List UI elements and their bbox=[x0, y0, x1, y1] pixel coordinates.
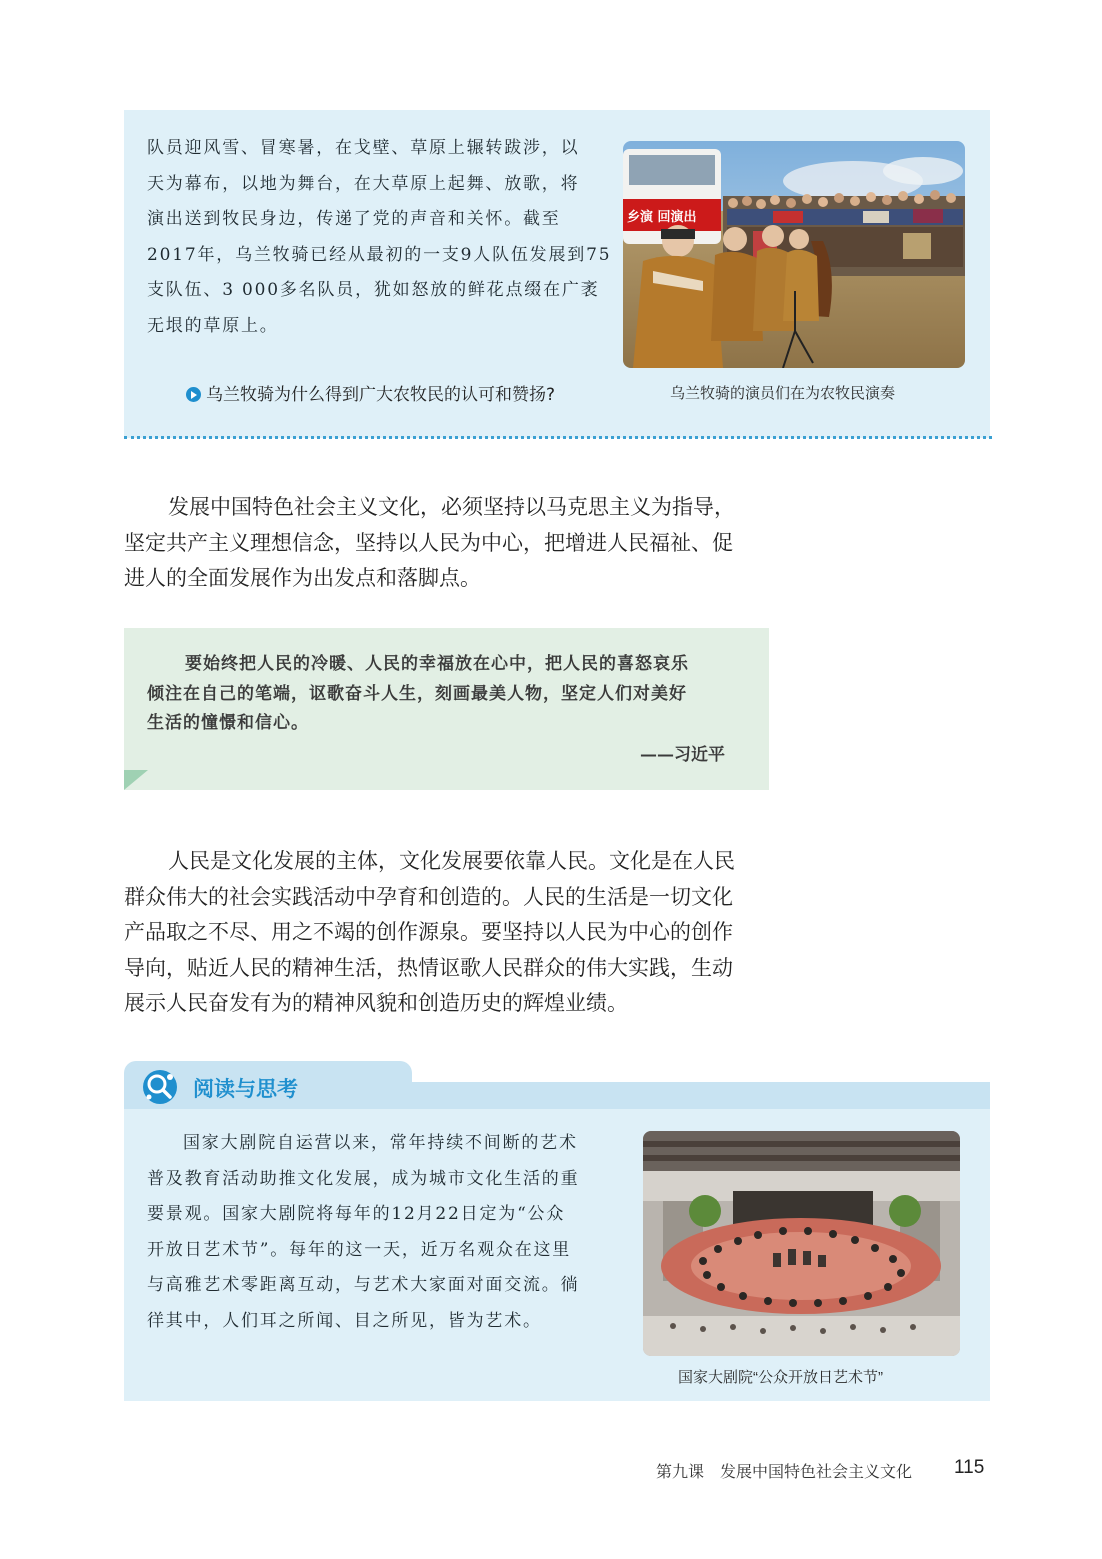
story-line: 演出送到牧民身边，传递了党的声音和关怀。截至 bbox=[147, 209, 561, 229]
reading-line: 与高雅艺术零距离互动，与艺术大家面对面交流。徜 bbox=[147, 1275, 580, 1295]
story-line: 队员迎风雪、冒寒暑，在戈壁、草原上辗转跋涉，以 bbox=[147, 138, 580, 158]
discussion-question bbox=[186, 380, 555, 405]
reading-line: 普及教育活动助推文化发展，成为城市文化生活的重 bbox=[147, 1168, 580, 1189]
quote-text bbox=[147, 650, 757, 739]
dotted-divider bbox=[124, 436, 992, 439]
story-line: 支队伍、3 000多名队员，犹如怒放的鲜花点缀在广袤 bbox=[147, 280, 600, 300]
quote-author: ——习近平 bbox=[640, 745, 725, 765]
paragraph-line: 进人的全面发展作为出发点和落脚点。 bbox=[124, 566, 481, 590]
paragraph-line: 发展中国特色社会主义文化，必须坚持以马克思主义为指导， bbox=[168, 495, 735, 519]
question-text: 乌兰牧骑为什么得到广大农牧民的认可和赞扬? bbox=[206, 385, 556, 405]
paragraph-line: 群众伟大的社会实践活动中孕育和创造的。人民的生活是一切文化 bbox=[124, 884, 733, 909]
lesson-title-footer: 第九课 发展中国特色社会主义文化 bbox=[656, 1462, 913, 1481]
story-text bbox=[147, 131, 617, 344]
reading-line: 国家大剧院自运营以来，常年持续不间断的艺术 bbox=[183, 1133, 578, 1153]
arrow-right-icon bbox=[186, 387, 201, 402]
body-paragraph-1 bbox=[124, 490, 774, 597]
bus-banner-text: 乡演 回演出 bbox=[627, 210, 697, 225]
paragraph-line: 坚定共产主义理想信念，坚持以人民为中心，把增进人民福祉、促 bbox=[124, 530, 733, 555]
photo-caption-theater: 国家大剧院“公众开放日艺术节” bbox=[678, 1369, 883, 1386]
story-line: 天为幕布，以地为舞台，在大草原上起舞、放歌，将 bbox=[147, 173, 580, 194]
quote-line: 倾注在自己的笔端，讴歌奋斗人生，刻画最美人物，坚定人们对美好 bbox=[147, 683, 687, 704]
national-theater-photo bbox=[643, 1131, 960, 1356]
ulanmuqi-performance-photo bbox=[623, 141, 965, 368]
paragraph-line: 人民是文化发展的主体，文化发展要依靠人民。文化是在人民 bbox=[168, 849, 735, 873]
story-line: 无垠的草原上。 bbox=[147, 315, 279, 336]
quote-line: 生活的憧憬和信心。 bbox=[147, 713, 309, 733]
reading-title: 阅读与思考 bbox=[193, 1077, 298, 1101]
reading-line: 开放日艺术节”。每年的这一天，近万名观众在这里 bbox=[147, 1239, 572, 1260]
paragraph-line: 产品取之不尽、用之不竭的创作源泉。要坚持以人民为中心的创作 bbox=[124, 920, 733, 944]
theater-photo-illustration bbox=[643, 1131, 960, 1356]
reading-text bbox=[147, 1126, 617, 1339]
quote-corner-decoration bbox=[124, 770, 148, 790]
reading-line: 要景观。国家大剧院将每年的12月22日定为“公众 bbox=[147, 1204, 566, 1224]
paragraph-line: 导向，贴近人民的精神生活，热情讴歌人民群众的伟大实践，生动 bbox=[124, 955, 733, 980]
story-line: 2017年，乌兰牧骑已经从最初的一支9人队伍发展到75 bbox=[147, 244, 612, 265]
performance-photo-illustration bbox=[623, 141, 965, 368]
magnifier-icon bbox=[141, 1068, 179, 1106]
photo-caption-ulanmuqi: 乌兰牧骑的演员们在为农牧民演奏 bbox=[670, 385, 896, 402]
quote-line: 要始终把人民的冷暖、人民的幸福放在心中，把人民的喜怒哀乐 bbox=[185, 654, 689, 674]
reading-line: 徉其中，人们耳之所闻、目之所见，皆为艺术。 bbox=[147, 1310, 542, 1331]
body-paragraph-2 bbox=[124, 844, 774, 1022]
page-number: 115 bbox=[954, 1457, 985, 1478]
paragraph-line: 展示人民奋发有为的精神风貌和创造历史的辉煌业绩。 bbox=[124, 991, 628, 1015]
